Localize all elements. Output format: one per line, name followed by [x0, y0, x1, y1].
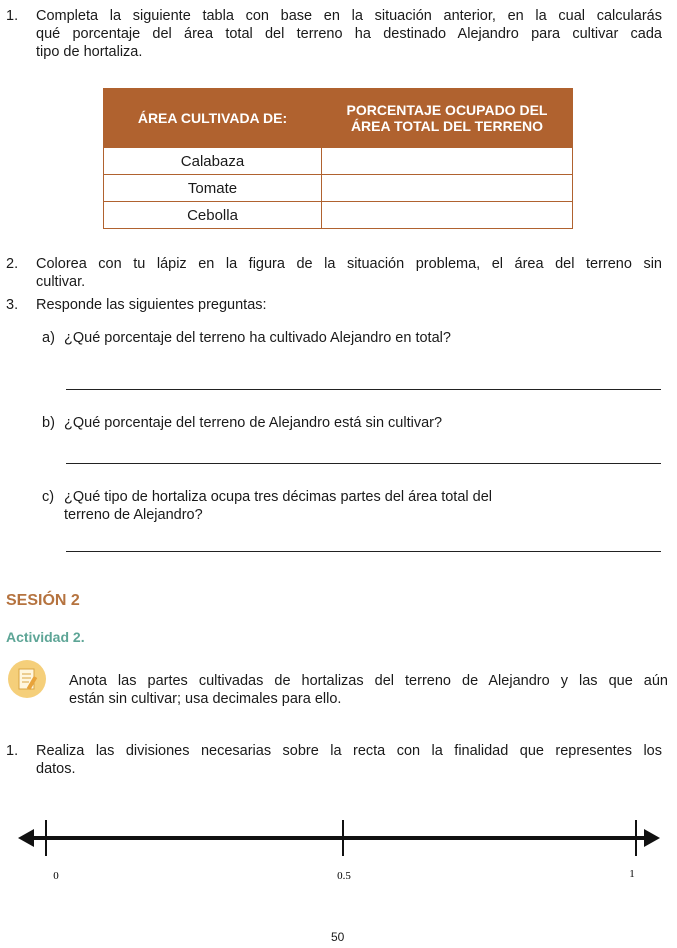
table-row [104, 175, 573, 202]
q3b-question: ¿Qué porcentaje del terreno de Alejandro está sin cultivar? [64, 415, 443, 431]
q2-instruction [36, 255, 662, 291]
q1-line-3: tipo de hortaliza. [36, 44, 143, 60]
q1-number: 1. [6, 8, 19, 24]
q1-instruction [36, 7, 662, 61]
session-title: SESIÓN 2 [6, 592, 80, 609]
q3a-question: ¿Qué porcentaje del terreno ha cultivado Alejandro en total? [64, 330, 451, 346]
q3b-label: b) [42, 415, 55, 431]
crop-cell: Calabaza [104, 148, 322, 175]
page-number: 50 [331, 930, 345, 944]
table-header-crop: ÁREA CULTIVADA DE: [104, 89, 322, 148]
q3a-label: a) [42, 330, 55, 346]
q3c-label: c) [42, 489, 55, 505]
left-arrow-icon [18, 829, 34, 847]
q4-number: 1. [6, 743, 19, 759]
q3-instruction: Responde las siguientes preguntas: [36, 297, 267, 313]
q3c-answer-line[interactable] [66, 551, 661, 552]
q1-line-1: Completa la siguiente tabla con base en la situación anterior, en la cual calcularás [36, 8, 662, 24]
percent-cell[interactable] [322, 148, 573, 175]
q2-line-2: cultivar. [36, 274, 86, 290]
q4-line-2: datos. [36, 761, 76, 777]
percentage-table [103, 88, 573, 229]
q3c-question [64, 488, 492, 524]
crop-cell: Cebolla [104, 202, 322, 229]
q2-number: 2. [6, 256, 19, 272]
table-header-percent-line-1: PORCENTAJE OCUPADO DEL [346, 102, 548, 118]
q3b-answer-line[interactable] [66, 463, 661, 464]
percent-cell[interactable] [322, 202, 573, 229]
q3c-line-2: terreno de Alejandro? [64, 507, 203, 523]
table-row [104, 148, 573, 175]
percent-cell[interactable] [322, 175, 573, 202]
activity-instruction [69, 672, 668, 708]
activity-line-1: Anota las partes cultivadas de hortalizas del terreno de Alejandro y las que aún [69, 673, 668, 689]
activity-title: Actividad 2. [6, 629, 85, 645]
table-header-percent [322, 89, 573, 148]
q4-instruction [36, 742, 662, 778]
crop-cell: Tomate [104, 175, 322, 202]
q1-line-2: qué porcentaje del área total del terreno ha destinado Alejandro para cultivar cada [36, 26, 662, 42]
tick-label-one: 1 [629, 868, 635, 880]
table-header-percent-line-2: ÁREA TOTAL DEL TERRENO [350, 118, 544, 134]
q4-line-1: Realiza las divisiones necesarias sobre la recta con la finalidad que representes los [36, 743, 662, 759]
q2-line-1: Colorea con tu lápiz en la figura de la situación problema, el área del terreno sin [36, 256, 662, 272]
tick-label-zero: 0 [53, 870, 59, 882]
right-arrow-icon [644, 829, 660, 847]
tick-label-half: 0.5 [337, 870, 351, 882]
q3a-answer-line[interactable] [66, 389, 661, 390]
table-header-row [104, 89, 573, 148]
table-row [104, 202, 573, 229]
number-line[interactable] [0, 800, 677, 890]
q3c-line-1: ¿Qué tipo de hortaliza ocupa tres décimas partes del área total del [64, 489, 492, 505]
q3-number: 3. [6, 297, 19, 313]
activity-line-2: están sin cultivar; usa decimales para ello. [69, 691, 342, 707]
pencil-paper-icon [8, 660, 46, 698]
